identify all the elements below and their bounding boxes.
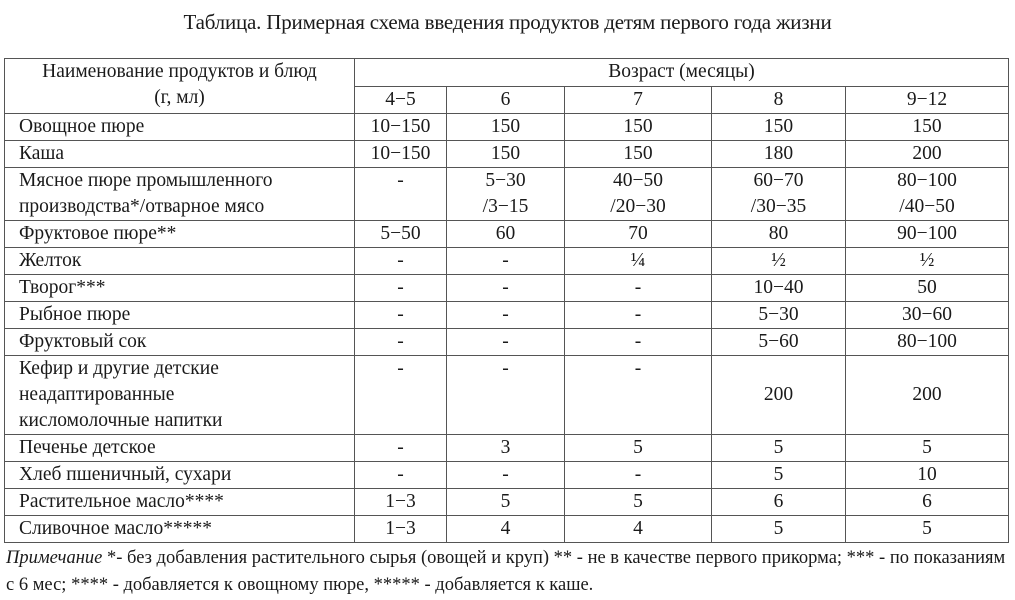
value-line: 150 [623, 116, 653, 137]
product-name-line: Рыбное пюре [19, 304, 131, 325]
value-cell [712, 168, 846, 221]
value-line: 60 [495, 223, 516, 244]
value-cell [355, 168, 447, 221]
value-line: 5−60 [758, 331, 799, 352]
product-name-header [5, 59, 355, 114]
value-cell [846, 356, 1009, 435]
product-name-cell [5, 462, 355, 489]
value-cell [565, 462, 712, 489]
value-cell [355, 329, 447, 356]
age-col-9-12: 9−12 [846, 87, 1009, 114]
value-cell [355, 516, 447, 543]
value-cell [565, 302, 712, 329]
value-cell [565, 248, 712, 275]
age-col-7: 7 [565, 87, 712, 114]
value-line: - [502, 464, 509, 485]
product-name-line: Печенье детское [19, 437, 156, 458]
value-cell [447, 302, 565, 329]
value-cell [712, 275, 846, 302]
value-line: 5 [773, 464, 784, 485]
value-cell [565, 329, 712, 356]
value-line: - [397, 277, 404, 298]
value-cell [846, 462, 1009, 489]
value-cell [355, 435, 447, 462]
age-group-header: Возраст (месяцы) [355, 59, 1009, 87]
value-cell [565, 516, 712, 543]
value-cell [846, 489, 1009, 516]
value-cell [447, 248, 565, 275]
table-row [5, 329, 1009, 356]
value-line: 30−60 [902, 304, 952, 325]
value-cell [712, 516, 846, 543]
product-name-cell [5, 221, 355, 248]
value-line: 50 [917, 277, 937, 298]
table-row [5, 302, 1009, 329]
value-line: 10−150 [370, 143, 431, 164]
value-line: - [397, 250, 404, 271]
table-row [5, 489, 1009, 516]
value-cell [355, 114, 447, 141]
value-line: 5−50 [380, 223, 421, 244]
value-cell [565, 221, 712, 248]
value-line: 5 [922, 518, 932, 539]
value-line: 5 [922, 437, 932, 458]
product-name-line: Овощное пюре [19, 116, 145, 137]
value-cell [565, 489, 712, 516]
value-cell [447, 168, 565, 221]
value-line: - [502, 250, 509, 271]
product-name-line: производства*/отварное мясо [19, 196, 265, 217]
product-name-line: Каша [19, 143, 65, 164]
value-cell [447, 462, 565, 489]
product-name-line: Фруктовое пюре** [19, 223, 177, 244]
product-name-cell [5, 435, 355, 462]
table-row [5, 462, 1009, 489]
value-line: 5−30 [758, 304, 799, 325]
value-line: - [502, 304, 509, 325]
value-line: 200 [912, 384, 942, 405]
value-cell [846, 435, 1009, 462]
value-cell [712, 462, 846, 489]
table-row [5, 356, 1009, 435]
age-col-8: 8 [712, 87, 846, 114]
product-name-cell [5, 302, 355, 329]
value-line: 150 [912, 116, 942, 137]
value-cell [355, 489, 447, 516]
value-cell [565, 275, 712, 302]
value-line: 80−100 [897, 331, 957, 352]
table-row [5, 114, 1009, 141]
value-line: 3 [500, 437, 511, 458]
value-line: 5 [633, 491, 643, 512]
value-cell [447, 356, 565, 435]
value-line: 150 [490, 116, 521, 137]
value-cell [565, 168, 712, 221]
value-cell [447, 329, 565, 356]
value-line: - [634, 277, 642, 298]
value-line: /40−50 [899, 196, 955, 217]
value-cell [712, 329, 846, 356]
product-name-line: Кефир и другие детские [19, 358, 219, 379]
value-line: - [502, 331, 509, 352]
value-cell [846, 114, 1009, 141]
value-line: 40−50 [613, 170, 663, 191]
value-cell [355, 462, 447, 489]
value-line: ½ [919, 250, 935, 271]
value-cell [712, 221, 846, 248]
product-name-line: Сливочное масло***** [19, 518, 213, 539]
footnote-label: Примечание [6, 548, 103, 568]
value-cell [846, 516, 1009, 543]
table-row [5, 221, 1009, 248]
value-cell [355, 141, 447, 168]
value-cell [565, 114, 712, 141]
value-cell [447, 114, 565, 141]
product-name-cell [5, 516, 355, 543]
product-name-header-line1: Наименование продуктов и блюд [42, 61, 317, 82]
value-cell [846, 329, 1009, 356]
value-cell [447, 141, 565, 168]
product-name-line: Фруктовый сок [19, 331, 147, 352]
product-name-line: Мясное пюре промышленного [19, 170, 273, 191]
footnote-text: *- без добавления растительного сырья (овощей и круп) ** - не в качестве первого прикорма; *** - по показаниям с 6 мес; **** - добавляется к овощному пюре, ***** - добавляется к каше. [6, 548, 1006, 595]
value-line: 90−100 [897, 223, 957, 244]
value-line: 4 [500, 518, 511, 539]
product-name-line: Творог*** [19, 277, 106, 298]
value-cell [846, 168, 1009, 221]
product-name-cell [5, 248, 355, 275]
value-line: 180 [763, 143, 794, 164]
value-line: 70 [628, 223, 648, 244]
product-name-cell [5, 141, 355, 168]
value-cell [712, 302, 846, 329]
value-line: 80−100 [897, 170, 957, 191]
value-line: 6 [922, 491, 932, 512]
product-name-cell [5, 329, 355, 356]
value-line: - [397, 358, 404, 379]
value-cell [565, 141, 712, 168]
value-cell [846, 302, 1009, 329]
value-cell [712, 435, 846, 462]
product-name-line: Хлеб пшеничный, сухари [19, 464, 232, 485]
value-line: 5 [500, 491, 511, 512]
value-cell [846, 141, 1009, 168]
table-row [5, 168, 1009, 221]
value-line: 5 [633, 437, 643, 458]
table-row [5, 275, 1009, 302]
value-line: 4 [633, 518, 643, 539]
table-row [5, 435, 1009, 462]
value-line: - [502, 277, 509, 298]
age-col-6: 6 [447, 87, 565, 114]
value-line: 10 [917, 464, 937, 485]
value-line: - [397, 437, 404, 458]
table-title: Таблица. Примерная схема введения продуктов детям первого года жизни [183, 10, 832, 34]
value-line: 5 [773, 437, 784, 458]
value-cell [355, 356, 447, 435]
value-line: 150 [763, 116, 794, 137]
product-name-line: неадаптированные [19, 384, 175, 405]
value-cell [355, 275, 447, 302]
value-line: - [397, 170, 404, 191]
value-line: /3−15 [482, 196, 529, 217]
table-row [5, 516, 1009, 543]
value-cell [355, 248, 447, 275]
value-line: 1−3 [385, 518, 416, 539]
header-row-1 [5, 59, 1009, 87]
product-name-cell [5, 168, 355, 221]
product-name-line: кисломолочные напитки [19, 410, 223, 431]
value-cell [447, 275, 565, 302]
product-name-cell [5, 114, 355, 141]
product-name-line: Желток [19, 250, 82, 271]
value-line: ½ [771, 250, 786, 271]
value-line: ¼ [630, 250, 646, 271]
value-line: 10−150 [370, 116, 431, 137]
value-line: - [397, 464, 404, 485]
value-line: - [634, 331, 642, 352]
value-cell [846, 275, 1009, 302]
value-cell [565, 435, 712, 462]
value-line: 60−70 [753, 170, 804, 191]
value-line: 5 [773, 518, 784, 539]
value-line: /30−35 [750, 196, 807, 217]
value-line: /20−30 [610, 196, 666, 217]
value-cell [565, 356, 712, 435]
value-cell [712, 356, 846, 435]
product-name-cell [5, 275, 355, 302]
value-line: - [634, 464, 642, 485]
value-line: 5−30 [485, 170, 526, 191]
value-line: - [634, 304, 642, 325]
value-cell [447, 435, 565, 462]
value-line: - [502, 358, 509, 379]
value-line: - [397, 331, 404, 352]
value-cell [447, 489, 565, 516]
value-cell [355, 302, 447, 329]
value-cell [355, 221, 447, 248]
value-line: 1−3 [385, 491, 416, 512]
table-footnote [6, 545, 1011, 599]
product-name-cell [5, 489, 355, 516]
table-row [5, 248, 1009, 275]
product-name-header-line2: (г, мл) [154, 87, 205, 108]
value-cell [712, 489, 846, 516]
age-col-4-5: 4−5 [355, 87, 447, 114]
value-line: 6 [773, 491, 784, 512]
value-line: 80 [768, 223, 789, 244]
product-name-cell [5, 356, 355, 435]
value-cell [846, 221, 1009, 248]
value-line: 150 [623, 143, 653, 164]
value-line: 10−40 [753, 277, 804, 298]
product-name-line: Растительное масло**** [19, 491, 224, 512]
table-row [5, 141, 1009, 168]
value-line: 200 [763, 384, 794, 405]
feeding-schedule-table [4, 58, 1009, 543]
value-line: 200 [912, 143, 942, 164]
value-line: - [634, 358, 642, 379]
value-cell [447, 221, 565, 248]
value-line: 150 [490, 143, 521, 164]
value-cell [712, 114, 846, 141]
value-line: - [397, 304, 404, 325]
value-cell [846, 248, 1009, 275]
value-cell [712, 248, 846, 275]
value-cell [712, 141, 846, 168]
value-cell [447, 516, 565, 543]
